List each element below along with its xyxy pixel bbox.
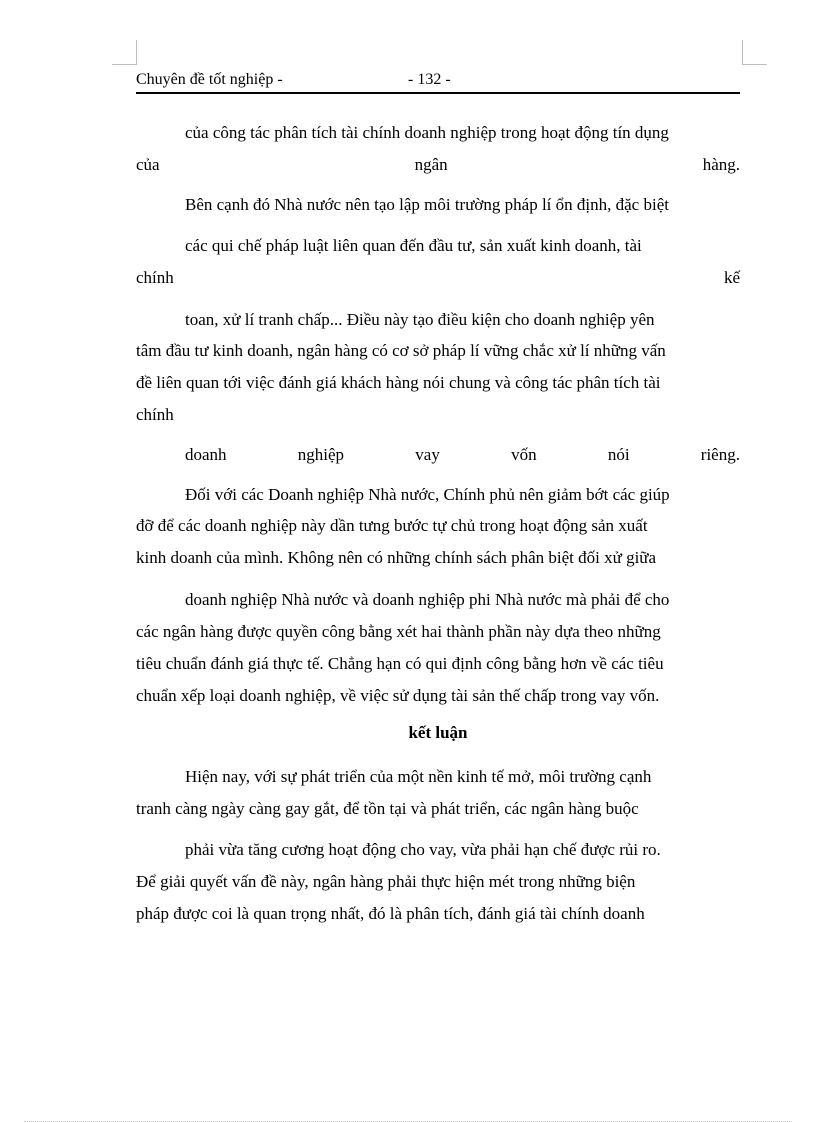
text-line: chính: [136, 405, 174, 424]
text-line: Để giải quyết vấn đề này, ngân hàng phải thực hiện mét trong những biện: [136, 872, 636, 891]
text-line: Hiện nay, với sự phát triển của một nền kinh tế mở, môi trường cạnh: [185, 767, 652, 786]
word: riêng.: [700, 445, 740, 464]
text-line: kinh doanh của mình. Không nên có những chính sách phân biệt đối xử giữa: [136, 548, 657, 567]
text-line: tiêu chuẩn đánh giá thực tế. Chẳng hạn có qui định công bằng hơn về các tiêu: [136, 654, 664, 673]
word: hàng.: [702, 155, 740, 174]
text-line-justified: [136, 268, 740, 288]
text-line: đề liên quan tới việc đánh giá khách hàng nói chung và công tác phân tích tài: [136, 373, 661, 392]
text-line: Bên cạnh đó Nhà nước nên tạo lập môi trường pháp lí ổn định, đặc biệt: [185, 195, 669, 214]
text-line: chuẩn xếp loại doanh nghiệp, về việc sử dụng tài sản thế chấp trong vay vốn.: [136, 686, 660, 705]
text-line: của công tác phân tích tài chính doanh nghiệp trong hoạt động tín dụng: [185, 123, 669, 142]
text-line: tranh càng ngày càng gay gắt, để tồn tại và phát triển, các ngân hàng buộc: [136, 799, 639, 818]
word: chính: [136, 268, 174, 287]
footer-divider: [24, 1121, 792, 1122]
text-line: toan, xử lí tranh chấp... Điều này tạo điều kiện cho doanh nghiệp yên: [185, 310, 655, 329]
text-line-justified: [185, 445, 740, 465]
word: ngân: [414, 155, 448, 174]
text-line: doanh nghiệp Nhà nước và doanh nghiệp phi Nhà nước mà phải để cho: [185, 590, 670, 609]
word: vốn: [511, 445, 537, 464]
text-line: phải vừa tăng cương hoạt động cho vay, vừa phải hạn chế được rủi ro.: [185, 840, 661, 859]
word: của: [136, 155, 160, 174]
word: nói: [607, 445, 630, 464]
page-header: [136, 70, 740, 94]
page-number: - 132 -: [408, 71, 451, 88]
text-line: tâm đầu tư kinh doanh, ngân hàng có cơ sở pháp lí vững chắc xử lí những vấn: [136, 341, 666, 360]
crop-mark-top-right: [742, 40, 767, 65]
section-heading: kết luận: [408, 723, 468, 742]
text-line: các ngân hàng được quyền công bằng xét hai thành phần này dựa theo những: [136, 622, 661, 641]
word: nghiệp: [297, 445, 345, 464]
header-title: Chuyên đề tốt nghiệp -: [136, 71, 283, 88]
text-line: các qui chế pháp luật liên quan đến đầu tư, sản xuất kinh doanh, tài: [185, 236, 642, 255]
crop-mark-top-left: [112, 40, 137, 65]
text-line: Đối với các Doanh nghiệp Nhà nước, Chính phủ nên giảm bớt các giúp: [185, 485, 670, 504]
text-line: đỡ để các doanh nghiệp này dần tưng bước tự chủ trong hoạt động sản xuất: [136, 516, 648, 535]
text-line-justified: [136, 155, 740, 175]
word: doanh: [185, 445, 227, 464]
word: kế: [723, 268, 740, 287]
text-line: pháp được coi là quan trọng nhất, đó là phân tích, đánh giá tài chính doanh: [136, 904, 645, 923]
word: vay: [415, 445, 440, 464]
